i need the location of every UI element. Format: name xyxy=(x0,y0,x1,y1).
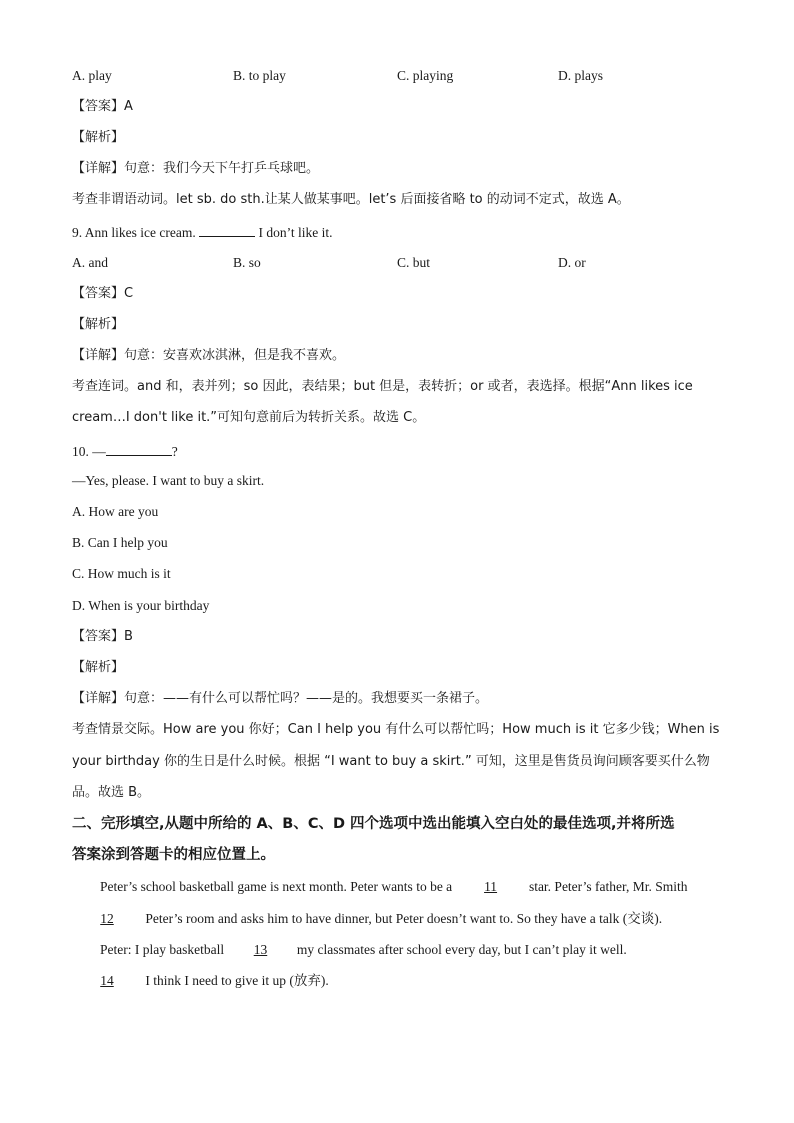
q10-stem-part-1: 10. — xyxy=(72,444,106,459)
passage-line-3-part-1: Peter: I play basketball xyxy=(100,942,225,957)
q8-option-a: A. play xyxy=(72,68,112,83)
q10-option-b: B. Can I help you xyxy=(72,535,168,550)
blank-11: 11 xyxy=(484,879,498,894)
q10-option-a: A. How are you xyxy=(72,504,159,519)
q8-detail: 【详解】句意：我们今天下午打乒乓球吧。 xyxy=(72,161,320,176)
q9-option-a: A. and xyxy=(72,255,108,270)
q8-option-b: B. to play xyxy=(233,68,286,83)
blank-14: 14 xyxy=(100,973,114,988)
blank-13: 13 xyxy=(253,942,268,957)
q9-explanation-line-2: cream…I don't like it.”可知句意前后为转折关系。故选 C。 xyxy=(72,410,426,425)
q8-option-d: D. plays xyxy=(558,68,603,83)
q9-explanation-line-1: 考查连词。and 和，表并列；so 因此，表结果；but 但是，表转折；or 或者，表选择。根据“Ann likes ice xyxy=(72,379,693,394)
q10-option-d: D. When is your birthday xyxy=(72,598,210,613)
q9-stem-part-1: 9. Ann likes ice cream. xyxy=(72,225,196,240)
section-2-heading-line-1: 二、完形填空,从题中所给的 A、B、C、D 四个选项中选出能填入空白处的最佳选项,并将所选 xyxy=(72,816,675,832)
q10-explanation-line-1: 考查情景交际。How are you 你好；Can I help you 有什么可以帮忙吗；How much is it 它多少钱；When is xyxy=(72,722,720,737)
q10-blank xyxy=(106,441,172,456)
passage-line-3 xyxy=(100,941,627,959)
q10-explanation-line-3: 品。故选 B。 xyxy=(72,785,151,800)
passage-line-3-part-2: my classmates after school every day, but I can’t play it well. xyxy=(296,942,627,957)
q10-analysis-label: 【解析】 xyxy=(72,660,125,675)
q10-answer: 【答案】B xyxy=(72,629,133,644)
q9-answer: 【答案】C xyxy=(72,286,134,301)
passage-line-2-text: Peter’s room and asks him to have dinner, but Peter doesn’t want to. So they have a talk (交谈). xyxy=(145,911,663,926)
passage-line-4-text: I think I need to give it up (放弃). xyxy=(145,973,329,988)
q10-stem-part-2: ? xyxy=(171,444,178,459)
passage-line-2 xyxy=(72,910,662,928)
q9-analysis-label: 【解析】 xyxy=(72,317,125,332)
q10-detail: 【详解】句意：——有什么可以帮忙吗？——是的。我想要买一条裙子。 xyxy=(72,691,489,706)
q8-explanation: 考查非谓语动词。let sb. do sth.让某人做某事吧。let’s 后面接省略 to 的动词不定式，故选 A。 xyxy=(72,192,630,207)
q9-stem xyxy=(72,222,332,242)
q9-option-b: B. so xyxy=(233,255,261,270)
q9-stem-part-2: I don’t like it. xyxy=(258,225,333,240)
passage-line-1-part-2: star. Peter’s father, Mr. Smith xyxy=(528,879,688,894)
q9-option-d: D. or xyxy=(558,255,586,270)
q10-stem xyxy=(72,441,178,461)
q10-explanation-line-2: your birthday 你的生日是什么时候。根据 “I want to buy a skirt.” 可知，这里是售货员询问顾客要买什么物 xyxy=(72,754,710,769)
q9-option-c: C. but xyxy=(397,255,431,270)
q10-reply: —Yes, please. I want to buy a skirt. xyxy=(72,473,265,488)
q8-option-c: C. playing xyxy=(397,68,454,83)
q10-option-c: C. How much is it xyxy=(72,566,171,581)
passage-line-1 xyxy=(100,878,688,896)
q8-analysis-label: 【解析】 xyxy=(72,130,125,145)
section-2-heading-line-2: 答案涂到答题卡的相应位置上。 xyxy=(72,847,275,863)
q8-answer: 【答案】A xyxy=(72,99,133,114)
passage-line-1-part-1: Peter’s school basketball game is next month. Peter wants to be a xyxy=(100,879,453,894)
q9-detail: 【详解】句意：安喜欢冰淇淋，但是我不喜欢。 xyxy=(72,348,346,363)
blank-12: 12 xyxy=(100,911,114,926)
passage-line-4 xyxy=(72,972,329,990)
q9-blank xyxy=(199,222,255,237)
